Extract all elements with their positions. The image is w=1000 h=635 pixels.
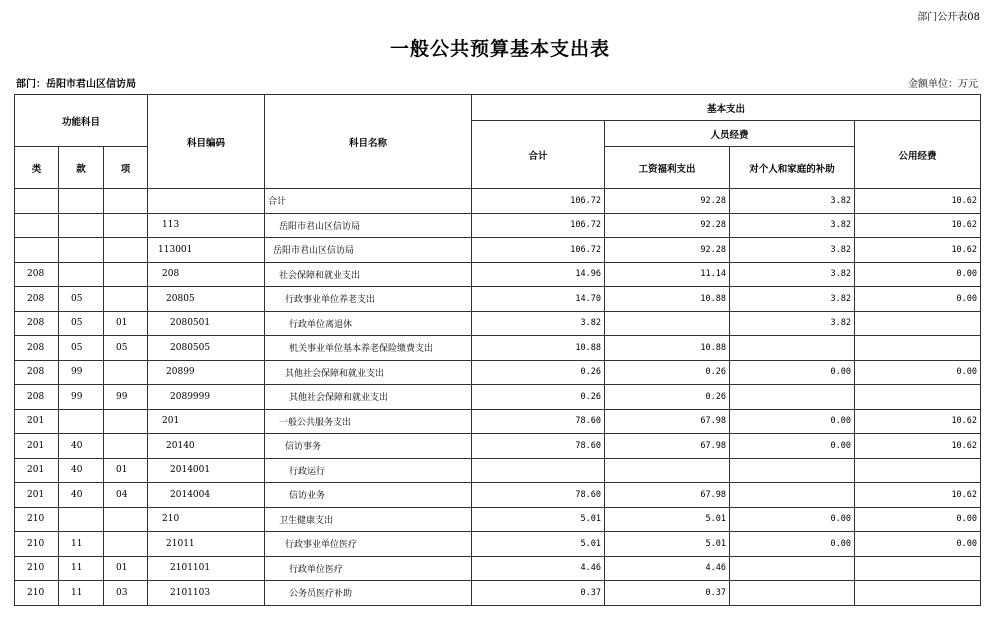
cell-code: 2080501 [148,311,265,336]
cell-subsidy [730,581,855,606]
cell-subsidy: 3.82 [730,189,855,214]
cell-kuan [59,507,104,532]
cell-public [855,556,981,581]
cell-kuan [59,213,104,238]
cell-total: 14.70 [472,287,605,312]
cell-total: 78.60 [472,409,605,434]
table-row [15,360,981,385]
cell-public [855,385,981,410]
cell-name: 其他社会保障和就业支出 [265,360,472,385]
cell-code: 2101103 [148,581,265,606]
cell-public [855,581,981,606]
cell-cls: 208 [15,336,59,361]
cell-name: 信访业务 [265,483,472,508]
cell-name: 合计 [265,189,472,214]
cell-cls: 201 [15,483,59,508]
cell-public [855,458,981,483]
cell-total: 5.01 [472,532,605,557]
cell-salary [605,458,730,483]
header-public: 公用经费 [855,121,981,189]
cell-code: 20140 [148,434,265,459]
cell-xiang: 01 [104,458,148,483]
cell-public [855,336,981,361]
cell-name: 行政单位医疗 [265,556,472,581]
cell-kuan: 40 [59,458,104,483]
cell-xiang [104,434,148,459]
cell-salary: 10.88 [605,287,730,312]
cell-subsidy: 3.82 [730,287,855,312]
cell-kuan: 05 [59,311,104,336]
cell-public: 10.62 [855,483,981,508]
cell-code: 201 [148,409,265,434]
cell-salary: 67.98 [605,483,730,508]
cell-total: 106.72 [472,189,605,214]
cell-public: 10.62 [855,213,981,238]
table-row [15,409,981,434]
cell-public: 10.62 [855,409,981,434]
cell-xiang [104,262,148,287]
cell-name: 行政单位离退休 [265,311,472,336]
cell-subsidy: 0.00 [730,532,855,557]
table-row [15,385,981,410]
cell-name: 行政事业单位养老支出 [265,287,472,312]
cell-kuan: 40 [59,434,104,459]
cell-name: 信访事务 [265,434,472,459]
cell-salary: 5.01 [605,507,730,532]
table-row [15,483,981,508]
cell-subsidy: 3.82 [730,311,855,336]
cell-total: 78.60 [472,483,605,508]
cell-xiang [104,360,148,385]
cell-salary: 92.28 [605,238,730,263]
cell-subsidy: 0.00 [730,507,855,532]
cell-salary: 92.28 [605,189,730,214]
cell-total: 5.01 [472,507,605,532]
cell-name: 岳阳市君山区信访局 [265,238,472,263]
cell-code [148,189,265,214]
header-code: 科目编码 [148,95,265,189]
cell-cls: 201 [15,434,59,459]
cell-total: 0.26 [472,385,605,410]
cell-subsidy: 3.82 [730,238,855,263]
cell-subsidy: 3.82 [730,213,855,238]
cell-code: 2089999 [148,385,265,410]
table-row [15,581,981,606]
cell-subsidy [730,483,855,508]
cell-subsidy: 0.00 [730,409,855,434]
cell-public: 0.00 [855,287,981,312]
cell-salary: 0.37 [605,581,730,606]
table-row [15,311,981,336]
cell-code: 2014004 [148,483,265,508]
cell-xiang [104,189,148,214]
cell-cls: 210 [15,532,59,557]
table-row [15,189,981,214]
header-xiang: 项 [104,147,148,189]
cell-total: 106.72 [472,238,605,263]
header-salary: 工资福利支出 [605,147,730,189]
cell-cls [15,213,59,238]
cell-kuan: 11 [59,532,104,557]
table-row [15,434,981,459]
cell-total: 10.88 [472,336,605,361]
cell-kuan [59,238,104,263]
header-total: 合计 [472,121,605,189]
table-number-label: 部门公开表08 [917,12,980,23]
table-header [15,95,981,189]
cell-code: 113 [148,213,265,238]
cell-public: 0.00 [855,262,981,287]
cell-kuan: 05 [59,287,104,312]
cell-xiang [104,238,148,263]
table-row [15,532,981,557]
cell-salary: 67.98 [605,434,730,459]
table-row [15,507,981,532]
cell-name: 公务员医疗补助 [265,581,472,606]
cell-cls: 201 [15,409,59,434]
cell-subsidy [730,385,855,410]
cell-total: 0.26 [472,360,605,385]
department-label: 部门：岳阳市君山区信访局 [16,79,136,90]
cell-cls: 210 [15,581,59,606]
cell-code: 2080505 [148,336,265,361]
cell-kuan [59,189,104,214]
cell-code: 21011 [148,532,265,557]
cell-code: 208 [148,262,265,287]
cell-cls: 210 [15,556,59,581]
cell-total: 14.96 [472,262,605,287]
cell-name: 机关事业单位基本养老保险缴费支出 [265,336,472,361]
table-body [15,189,981,606]
cell-salary: 10.88 [605,336,730,361]
page-title: 一般公共预算基本支出表 [389,38,610,60]
cell-public: 10.62 [855,189,981,214]
cell-cls: 208 [15,287,59,312]
cell-code: 20899 [148,360,265,385]
cell-total [472,458,605,483]
cell-cls [15,238,59,263]
header-cls: 类 [15,147,59,189]
cell-kuan: 05 [59,336,104,361]
cell-cls: 208 [15,385,59,410]
cell-kuan: 11 [59,581,104,606]
cell-salary: 67.98 [605,409,730,434]
cell-xiang [104,507,148,532]
cell-salary [605,311,730,336]
cell-total: 78.60 [472,434,605,459]
cell-kuan [59,262,104,287]
cell-total: 4.46 [472,556,605,581]
cell-cls: 208 [15,311,59,336]
cell-total: 106.72 [472,213,605,238]
cell-subsidy: 0.00 [730,434,855,459]
cell-salary: 5.01 [605,532,730,557]
table-row [15,238,981,263]
cell-public: 0.00 [855,532,981,557]
cell-xiang [104,213,148,238]
cell-public: 10.62 [855,238,981,263]
cell-code: 210 [148,507,265,532]
table-row [15,262,981,287]
cell-xiang [104,287,148,312]
table-row [15,556,981,581]
cell-salary: 0.26 [605,360,730,385]
cell-xiang [104,532,148,557]
cell-code: 20805 [148,287,265,312]
cell-cls: 210 [15,507,59,532]
cell-xiang: 03 [104,581,148,606]
cell-subsidy [730,556,855,581]
cell-xiang [104,409,148,434]
cell-kuan: 40 [59,483,104,508]
header-kuan: 款 [59,147,104,189]
cell-public [855,311,981,336]
cell-kuan: 11 [59,556,104,581]
budget-table [14,94,981,606]
cell-xiang: 05 [104,336,148,361]
cell-subsidy [730,458,855,483]
cell-subsidy: 0.00 [730,360,855,385]
header-func-subject: 功能科目 [15,95,148,147]
header-subsidy: 对个人和家庭的补助 [730,147,855,189]
cell-name: 一般公共服务支出 [265,409,472,434]
cell-name: 社会保障和就业支出 [265,262,472,287]
cell-public: 10.62 [855,434,981,459]
cell-salary: 0.26 [605,385,730,410]
cell-cls: 201 [15,458,59,483]
cell-name: 其他社会保障和就业支出 [265,385,472,410]
cell-xiang: 99 [104,385,148,410]
cell-subsidy [730,336,855,361]
table-row [15,336,981,361]
header-name: 科目名称 [265,95,472,189]
cell-salary: 11.14 [605,262,730,287]
cell-name: 岳阳市君山区信访局 [265,213,472,238]
cell-xiang: 01 [104,311,148,336]
cell-name: 卫生健康支出 [265,507,472,532]
table-row [15,458,981,483]
cell-cls: 208 [15,360,59,385]
header-personnel: 人员经费 [605,121,855,147]
cell-kuan [59,409,104,434]
cell-xiang: 01 [104,556,148,581]
unit-label: 金额单位：万元 [908,79,978,90]
cell-name: 行政事业单位医疗 [265,532,472,557]
table-row [15,287,981,312]
cell-public: 0.00 [855,360,981,385]
table-row [15,213,981,238]
cell-cls [15,189,59,214]
cell-code: 2101101 [148,556,265,581]
cell-kuan: 99 [59,385,104,410]
cell-salary: 92.28 [605,213,730,238]
cell-cls: 208 [15,262,59,287]
cell-name: 行政运行 [265,458,472,483]
cell-subsidy: 3.82 [730,262,855,287]
header-basic: 基本支出 [472,95,981,121]
cell-total: 3.82 [472,311,605,336]
cell-salary: 4.46 [605,556,730,581]
cell-kuan: 99 [59,360,104,385]
cell-xiang: 04 [104,483,148,508]
cell-code: 2014001 [148,458,265,483]
cell-public: 0.00 [855,507,981,532]
cell-total: 0.37 [472,581,605,606]
cell-code: 113001 [148,238,265,263]
